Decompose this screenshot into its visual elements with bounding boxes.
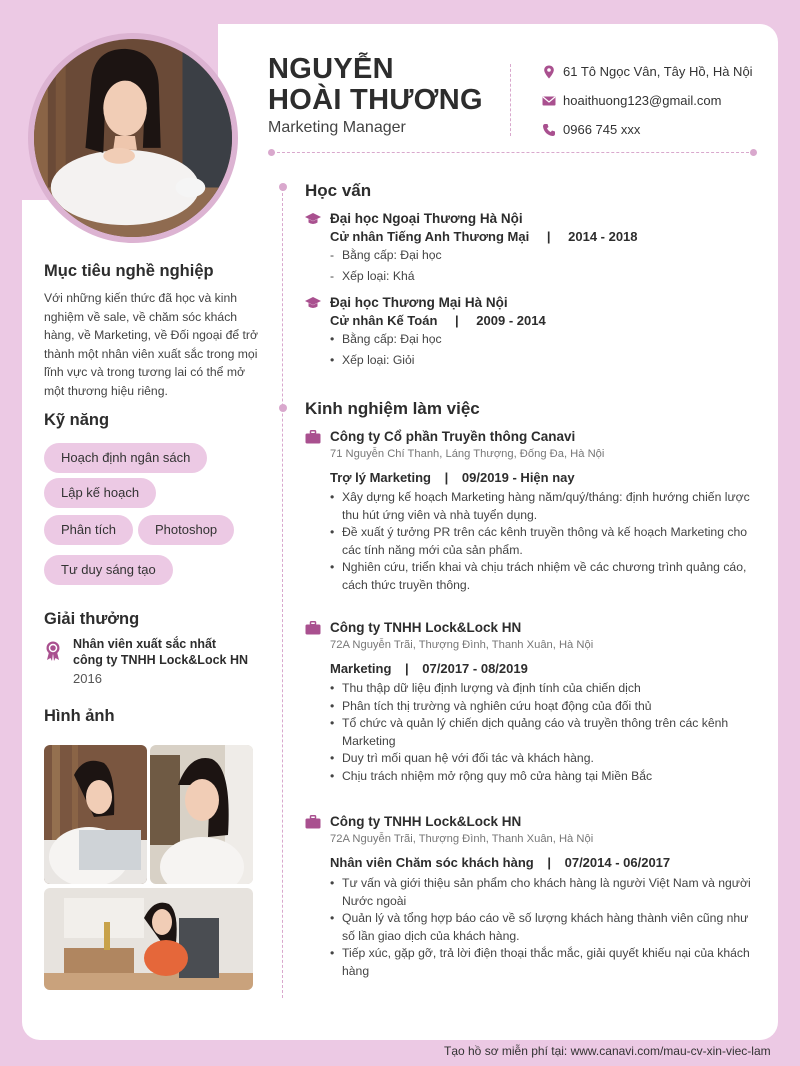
contact-phone-text[interactable]: 0966 745 xxx <box>563 122 641 137</box>
award-line-2: công ty TNHH Lock&Lock HN <box>73 653 249 667</box>
company-name: Công ty TNHH Lock&Lock HN <box>330 620 522 635</box>
education-degree-1 <box>330 229 638 244</box>
separator: | <box>444 470 449 485</box>
degree: Cử nhân Tiếng Anh Thương Mại <box>330 229 530 244</box>
awards-title: Giải thưởng <box>44 610 140 628</box>
skill-pill: Lập kế hoạch <box>44 478 156 508</box>
avatar <box>34 39 232 237</box>
timeline-line <box>282 188 283 998</box>
period: 09/2019 - Hiện nay <box>461 470 575 485</box>
contact-address <box>542 64 753 79</box>
graduation-cap-icon <box>305 296 321 310</box>
award-ribbon-icon <box>44 641 62 661</box>
header-rule <box>272 152 754 153</box>
separator: | <box>546 229 551 244</box>
company-address: 71 Nguyễn Chí Thanh, Láng Thượng, Đống Đa, Hà Nội <box>330 448 605 460</box>
task-item: • Tiếp xúc, gặp gỡ, trả lời điện thoại thắc mắc, giải quyết khiếu nại của khách hàng <box>330 945 760 980</box>
task-item: • Chịu trách nhiệm mở rộng quy mô cửa hàng tại Miền Bắc <box>330 768 760 786</box>
mail-icon <box>542 94 556 108</box>
education-title: Học vấn <box>305 181 372 200</box>
gallery-title: Hình ảnh <box>44 707 115 725</box>
task-item: • Phân tích thị trường và nghiên cứu hoạt động của đối thủ <box>330 698 760 716</box>
education-school-1 <box>305 211 523 226</box>
skill-pill: Phân tích <box>44 515 133 545</box>
gallery-photo-3 <box>44 888 253 990</box>
skills-title: Kỹ năng <box>44 411 110 429</box>
objective-text: Với những kiến thức đã học và kinh nghiệm về sale, về chăm sóc khách hàng, về Marketing, về Đối ngoại để trở thành một nhân viên xuất sắc trong mọi lĩnh vực và trong tương lai có thể mở một thương hiệu riêng. <box>44 291 258 398</box>
job-position-3 <box>330 855 670 870</box>
detail-item: • Xếp loại: Giỏi <box>330 352 760 370</box>
company-name: Công ty TNHH Lock&Lock HN <box>330 814 522 829</box>
school-name: Đại học Ngoại Thương Hà Nội <box>330 211 523 226</box>
contact-address-text: 61 Tô Ngọc Vân, Tây Hồ, Hà Nội <box>563 64 753 79</box>
gallery-image-2 <box>150 745 253 884</box>
name-line-2: HOÀI THƯƠNG <box>268 84 483 116</box>
job-company-2 <box>305 620 521 635</box>
award-year: 2016 <box>73 671 102 686</box>
candidate-name <box>268 54 498 116</box>
task-item: • Duy trì mối quan hệ với đối tác và khách hàng. <box>330 750 760 768</box>
job-title: Marketing Manager <box>268 119 406 136</box>
name-line-1: NGUYỄN <box>268 53 394 85</box>
company-address: 72A Nguyễn Trãi, Thượng Đình, Thanh Xuân, Hà Nội <box>330 639 594 651</box>
position: Trợ lý Marketing <box>330 470 431 485</box>
company-name: Công ty Cổ phần Truyền thông Canavi <box>330 429 576 444</box>
period: 07/2014 - 06/2017 <box>564 855 671 870</box>
profile-photo <box>34 39 232 237</box>
company-address: 72A Nguyễn Trãi, Thượng Đình, Thanh Xuân, Hà Nội <box>330 833 594 845</box>
experience-title: Kinh nghiệm làm việc <box>305 399 480 418</box>
objective-title: Mục tiêu nghề nghiệp <box>44 262 214 280</box>
header-divider <box>510 64 511 136</box>
position: Nhân viên Chăm sóc khách hàng <box>330 855 534 870</box>
footer-link[interactable]: Tạo hồ sơ miễn phí tại: www.canavi.com/mau-cv-xin-viec-lam <box>444 1044 771 1058</box>
briefcase-icon <box>305 430 321 444</box>
job-tasks-2 <box>330 680 760 785</box>
location-pin-icon <box>542 65 556 79</box>
detail-item: - Bằng cấp: Đại học <box>330 247 760 265</box>
period: 2014 - 2018 <box>568 229 638 244</box>
award-title <box>73 636 263 668</box>
task-item: • Tư vấn và giới thiệu sản phẩm cho khách hàng là người Việt Nam và người Nước ngoài <box>330 875 760 910</box>
contact-phone[interactable] <box>542 122 640 137</box>
briefcase-icon <box>305 621 321 635</box>
timeline-dot-experience <box>279 404 287 412</box>
job-position-2 <box>330 661 528 676</box>
position: Marketing <box>330 661 392 676</box>
graduation-cap-icon <box>305 212 321 226</box>
gallery-image-1 <box>44 745 147 884</box>
degree: Cử nhân Kế Toán <box>330 313 438 328</box>
job-position-1 <box>330 470 575 485</box>
header-rule-dot-left <box>268 149 275 156</box>
contact-email-text[interactable]: hoaithuong123@gmail.com <box>563 93 722 108</box>
school-name: Đại học Thương Mại Hà Nội <box>330 295 508 310</box>
separator: | <box>405 661 409 676</box>
gallery-photo-1 <box>44 745 147 884</box>
period: 2009 - 2014 <box>476 313 546 328</box>
task-item: • Xây dựng kế hoạch Marketing hàng năm/quý/tháng: định hướng chiến lược thu hút ứng viên và nhà tuyển dụng. <box>330 489 760 524</box>
task-item: • Quản lý và tổng hợp báo cáo về số lượng khách hàng thành viên cũng như số lần giao dịch của khách hàng. <box>330 910 760 945</box>
separator: | <box>455 313 459 328</box>
task-item: • Nghiên cứu, triển khai và chịu trách nhiệm về các chương trình quảng cáo, cách thức truyền thông. <box>330 559 760 594</box>
period: 07/2017 - 08/2019 <box>422 661 528 676</box>
task-item: • Thu thập dữ liệu định lượng và định tính của chiến dịch <box>330 680 760 698</box>
skill-pill: Hoạch định ngân sách <box>44 443 207 473</box>
gallery-image-3 <box>44 888 253 990</box>
skill-pill: Tư duy sáng tạo <box>44 555 173 585</box>
education-details-2 <box>330 331 760 369</box>
education-school-2 <box>305 295 508 310</box>
job-tasks-1 <box>330 489 760 594</box>
detail-item: - Xếp loại: Khá <box>330 268 760 286</box>
header-rule-dot-right <box>750 149 757 156</box>
award-line-1: Nhân viên xuất sắc nhất <box>73 637 217 651</box>
task-item: • Đề xuất ý tưởng PR trên các kênh truyền thông và kế hoạch Marketing cho các tính năng mới của sản phẩm. <box>330 524 760 559</box>
task-item: • Tổ chức và quản lý chiến dịch quảng cáo và truyền thông trên các kênh Marketing <box>330 715 760 750</box>
job-tasks-3 <box>330 875 760 980</box>
phone-icon <box>542 123 556 137</box>
education-degree-2 <box>330 313 546 328</box>
education-details-1 <box>330 247 760 285</box>
skill-pill: Photoshop <box>138 515 234 545</box>
contact-email[interactable] <box>542 93 721 108</box>
job-company-1 <box>305 429 575 444</box>
timeline-dot-education <box>279 183 287 191</box>
briefcase-icon <box>305 815 321 829</box>
job-company-3 <box>305 814 521 829</box>
gallery-photo-2 <box>150 745 253 884</box>
separator: | <box>547 855 551 870</box>
detail-item: • Bằng cấp: Đại học <box>330 331 760 349</box>
